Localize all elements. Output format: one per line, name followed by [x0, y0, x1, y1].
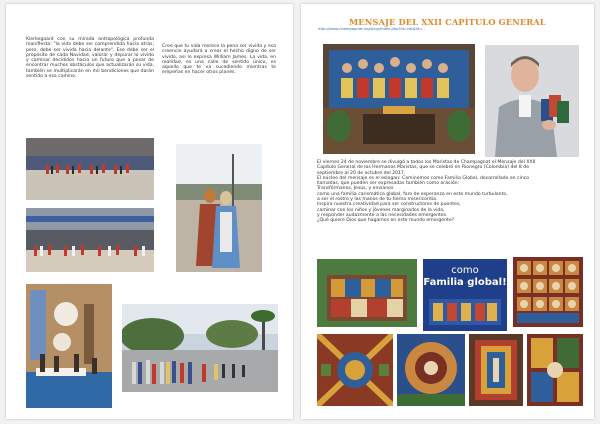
- body-line: El núcleo del mensaje es el eslogan: Caminemos como Familia Global, desarrollado en cinco: [317, 175, 530, 181]
- body-line: Capítulo General de los Hermanos Maristas, que se celebró en Rionegro (Colombia) del 8 de: [317, 165, 530, 171]
- body-line: septiembre al 20 de octubre del 2017.: [317, 170, 406, 176]
- street-procession-photo: [122, 304, 278, 392]
- mosaic-artwork-5: [527, 334, 583, 406]
- body-line: ¿Qué quiere Dios que hagamos en este mundo emergente?: [317, 218, 455, 224]
- chapel-altar-photo: [26, 284, 112, 408]
- body-line: El viernes 24 de noviembre se divulgó a todos los Maristas de Champagnat el Mensaje del XXII: [317, 160, 536, 165]
- source-link[interactable]: http://www.champagnat.org/blog/index.php?id=cat&id=...: [318, 27, 426, 31]
- chapter-mural-photo: [323, 44, 475, 154]
- body-line: llamadas, que pueden ser expresadas también como oración:: [317, 181, 460, 187]
- message-body: [317, 160, 583, 224]
- costumed-women-photo: [176, 144, 262, 272]
- body-line: a ser el rostro y las manos de tu tierna misericordia.: [317, 197, 438, 203]
- mosaic-faces-artwork: [513, 257, 583, 327]
- body-line: Transfórmanos, Jesús, y envíanos: [317, 186, 394, 192]
- man-holding-books-photo: [485, 45, 579, 157]
- left-col2-text: Cree que tu vida merece la pena ser vivida y esa creencie ayudará a crear el hecho digno de ser vivido, así lo expresa William James. La vida, en realidad, es una calle de sentido único, es aquello que te va sucediendo mientras te empeñas en hacer otros planes.: [162, 44, 276, 76]
- page-title: MENSAJE DEL XXII CAPÍTULO GENERAL: [349, 17, 546, 27]
- left-col1-text: Kierkegaard con su mirada antropológica profunda manifiesta: "la vida debe ser comprendida hacia atrás; pero, debe ser vivida hacia delante". Ese debe ser el propósito de cada Navidad, valorar y depurar lo vivido y caminar decididos hacia un futuro que a pesar de encontrar muchos obstáculos que actualizarán su vida, también se multiplicarán en mil bendiciones que darán sentido a esa camino.: [26, 37, 154, 80]
- poster-caption-line1: como: [451, 265, 479, 276]
- poster-caption-line2: Familia global!: [423, 277, 507, 288]
- familia-global-poster: [423, 259, 507, 331]
- body-line: y responder audazmente a las necesidades emergentes.: [317, 212, 448, 218]
- body-line: caminar con los niños y jóvenes marginados de la vida,: [317, 207, 445, 213]
- body-line: Inspira nuestra creatividad para ser constructores de puentes,: [317, 202, 461, 208]
- school-event-photo: [26, 208, 154, 272]
- mosaic-artwork-4: [469, 334, 523, 406]
- left-page: [6, 4, 293, 419]
- gym-performance-photo: [26, 138, 154, 200]
- mosaic-artwork-3: [397, 334, 465, 406]
- right-page: [301, 4, 594, 419]
- body-line: como una familia carismática global, faro de esperanza en este mundo turbulento,: [317, 191, 508, 197]
- mosaic-artwork-1: [317, 259, 417, 327]
- mosaic-artwork-2: [317, 334, 393, 406]
